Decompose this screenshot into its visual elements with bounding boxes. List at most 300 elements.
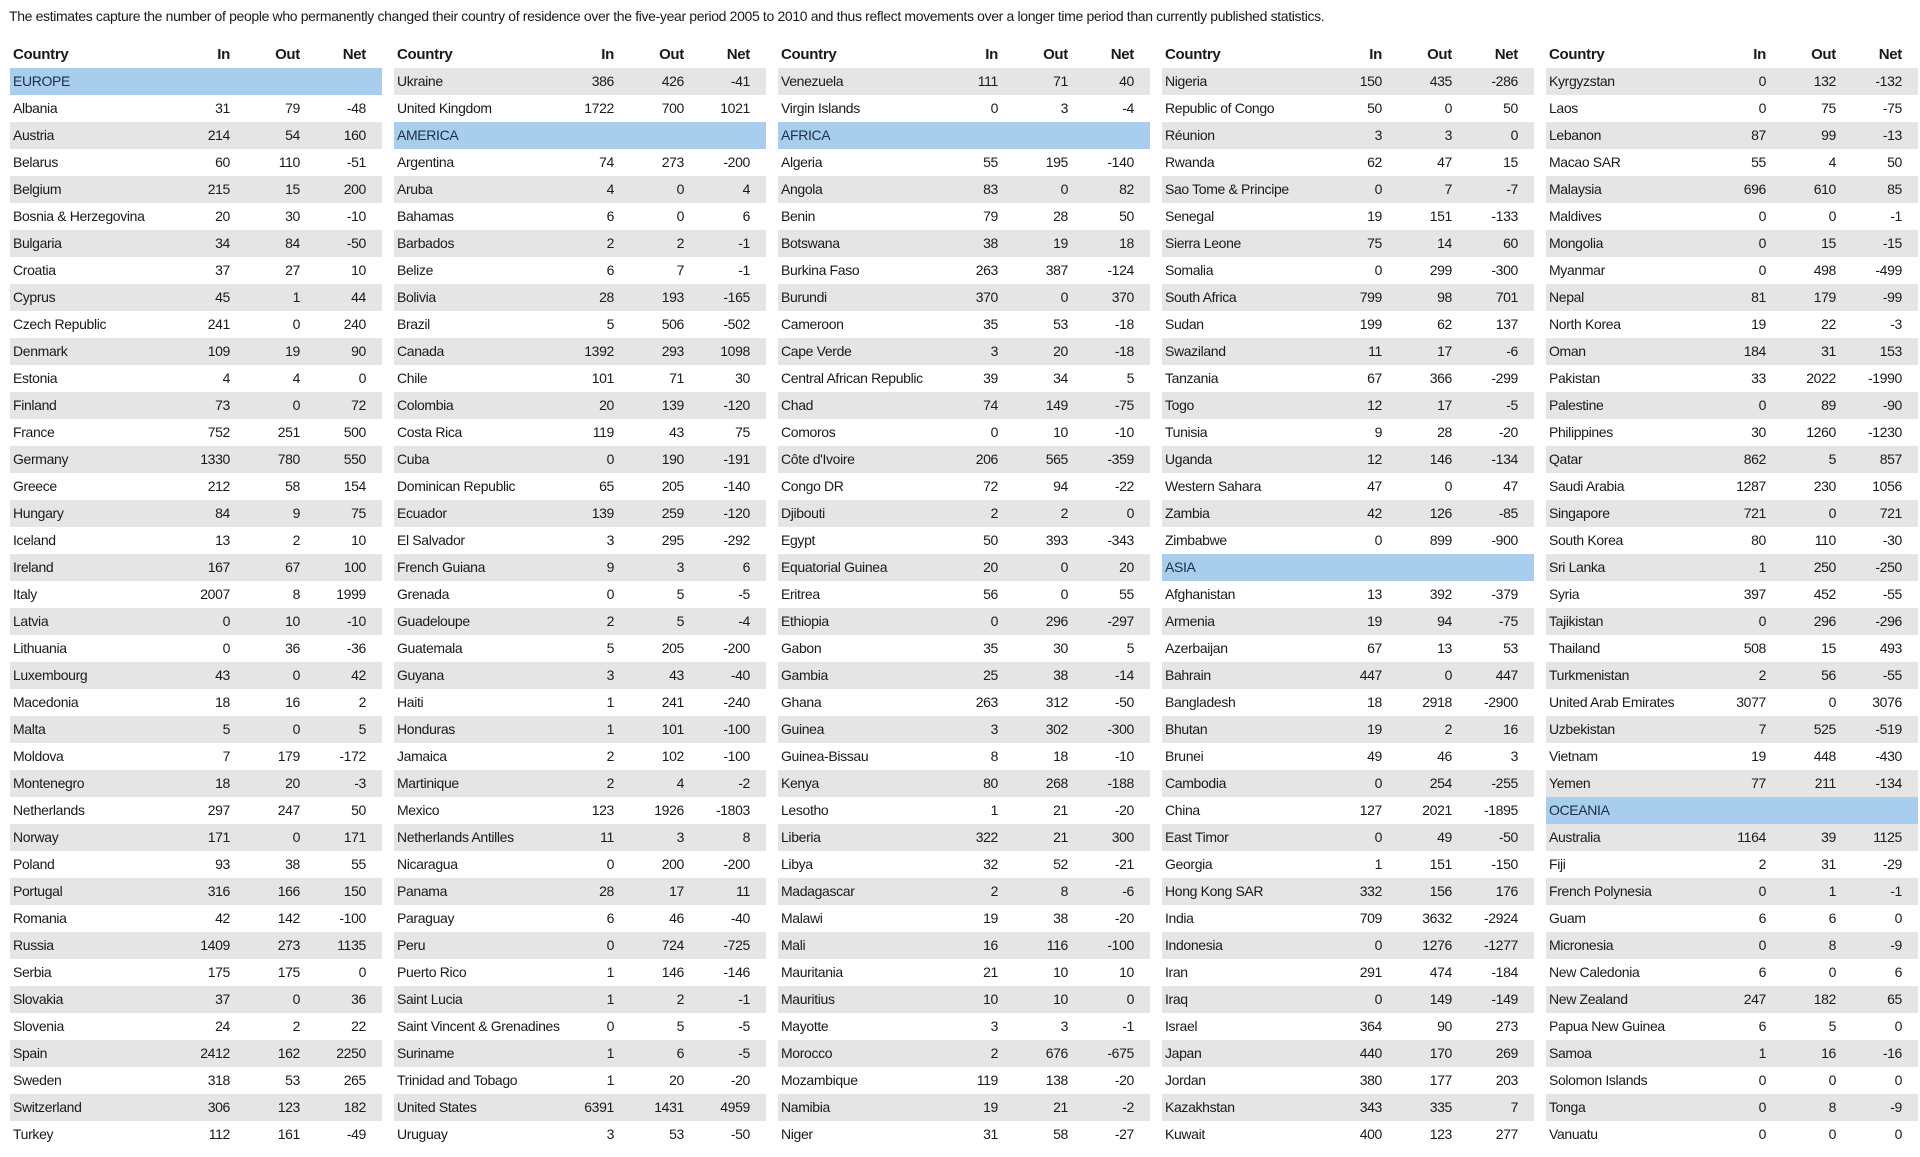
country-cell: Venezuela: [781, 73, 844, 89]
in-cell: 55: [983, 154, 998, 170]
table-row: [10, 986, 382, 1013]
country-cell: Indonesia: [1165, 937, 1223, 953]
in-cell: 1: [606, 964, 614, 980]
in-cell: 1: [990, 802, 998, 818]
out-cell: 20: [285, 775, 300, 791]
country-cell: China: [1165, 802, 1200, 818]
out-cell: 241: [661, 694, 684, 710]
net-cell: 75: [351, 505, 366, 521]
net-cell: -150: [1491, 856, 1518, 872]
in-cell: 400: [1359, 1126, 1382, 1142]
country-cell: Comoros: [781, 424, 836, 440]
table-row: [10, 905, 382, 932]
table-row: [778, 500, 1150, 527]
in-cell: 2412: [200, 1045, 230, 1061]
country-cell: Kyrgyzstan: [1549, 73, 1615, 89]
table-row: [1546, 1013, 1918, 1040]
in-cell: 1: [1758, 559, 1766, 575]
out-cell: 52: [1053, 856, 1068, 872]
in-cell: 43: [215, 667, 230, 683]
in-cell: 50: [983, 532, 998, 548]
in-cell: 11: [600, 829, 614, 845]
out-cell: 142: [277, 910, 300, 926]
table-row: [394, 1094, 766, 1121]
out-cell: 17: [669, 883, 684, 899]
table-row: [394, 689, 766, 716]
region-label: AMERICA: [397, 127, 459, 143]
out-cell: 13: [1437, 640, 1452, 656]
out-cell: 116: [1046, 937, 1068, 953]
net-cell: -27: [1114, 1126, 1134, 1142]
in-cell: 297: [207, 802, 230, 818]
net-cell: 85: [1887, 181, 1902, 197]
table-row: [1162, 284, 1534, 311]
in-cell: 0: [1758, 100, 1766, 116]
table-row: [394, 770, 766, 797]
table-row: [1162, 446, 1534, 473]
table-row: [1546, 1040, 1918, 1067]
net-cell: 82: [1119, 181, 1134, 197]
table-row: [778, 149, 1150, 176]
country-cell: Slovenia: [13, 1018, 64, 1034]
net-cell: 200: [343, 181, 366, 197]
in-cell: 0: [1758, 613, 1766, 629]
table-row: [1162, 527, 1534, 554]
out-cell: 75: [1821, 100, 1836, 116]
table-row: [394, 446, 766, 473]
net-cell: 550: [343, 451, 366, 467]
net-cell: 150: [343, 883, 366, 899]
net-cell: 10: [351, 262, 366, 278]
country-cell: East Timor: [1165, 829, 1229, 845]
out-cell: 110: [1814, 532, 1836, 548]
net-cell: 137: [1495, 316, 1518, 332]
table-row: [778, 365, 1150, 392]
out-cell: 175: [277, 964, 300, 980]
in-cell: 752: [207, 424, 230, 440]
net-cell: -50: [1114, 694, 1134, 710]
table-row: [778, 473, 1150, 500]
country-cell: Lithuania: [13, 640, 67, 656]
table-row: [1162, 230, 1534, 257]
country-cell: Central African Republic: [781, 370, 923, 386]
net-cell: -379: [1491, 586, 1518, 602]
in-cell: 7: [1758, 721, 1766, 737]
table-row: [394, 797, 766, 824]
table-row: [10, 878, 382, 905]
table-row: [10, 1094, 382, 1121]
out-cell: 293: [661, 343, 684, 359]
table-row: [1546, 473, 1918, 500]
table-row: [394, 95, 766, 122]
out-cell: 28: [1053, 208, 1068, 224]
country-cell: Eritrea: [781, 586, 820, 602]
table-row: [778, 446, 1150, 473]
table-column: [10, 41, 382, 1148]
table-row: [394, 986, 766, 1013]
net-cell: -675: [1107, 1045, 1134, 1061]
table-row: [10, 554, 382, 581]
out-cell: 498: [1813, 262, 1836, 278]
country-cell: Luxembourg: [13, 667, 88, 683]
net-cell: -40: [730, 667, 750, 683]
table-row: [1546, 203, 1918, 230]
in-cell: 343: [1359, 1099, 1382, 1115]
table-row: [1546, 500, 1918, 527]
out-cell: 565: [1045, 451, 1068, 467]
country-cell: Qatar: [1549, 451, 1583, 467]
in-cell: 6: [606, 262, 614, 278]
net-cell: -40: [730, 910, 750, 926]
net-cell: -502: [723, 316, 750, 332]
net-cell: -191: [723, 451, 750, 467]
net-cell: 8: [742, 829, 750, 845]
table-row: [1162, 257, 1534, 284]
out-cell: 0: [1060, 181, 1068, 197]
net-cell: -75: [1114, 397, 1134, 413]
country-cell: Guam: [1549, 910, 1586, 926]
net-cell: -1: [738, 991, 750, 1007]
net-cell: -55: [1882, 667, 1902, 683]
out-cell: 21: [1053, 1099, 1068, 1115]
net-cell: 2250: [336, 1045, 366, 1061]
country-cell: Malawi: [781, 910, 823, 926]
net-cell: -100: [723, 748, 750, 764]
out-cell: 302: [1045, 721, 1068, 737]
in-cell: 0: [990, 424, 998, 440]
net-cell: 0: [1126, 505, 1134, 521]
in-cell: 6: [1758, 1018, 1766, 1034]
table-row: [394, 608, 766, 635]
net-cell: -36: [346, 640, 366, 656]
net-cell: 154: [343, 478, 366, 494]
net-cell: -75: [1498, 613, 1518, 629]
net-cell: -124: [1107, 262, 1134, 278]
country-cell: Dominican Republic: [397, 478, 516, 494]
in-cell: 0: [1758, 235, 1766, 251]
country-cell: Palestine: [1549, 397, 1604, 413]
table-row: [1546, 770, 1918, 797]
out-cell: 58: [1053, 1126, 1068, 1142]
out-cell: 46: [1437, 748, 1452, 764]
in-cell: 20: [599, 397, 614, 413]
in-cell: 42: [215, 910, 230, 926]
in-cell: 1392: [584, 343, 614, 359]
out-cell: 474: [1429, 964, 1452, 980]
in-cell: 12: [1367, 451, 1382, 467]
in-cell: 3: [606, 667, 614, 683]
net-cell: -10: [1114, 424, 1134, 440]
net-cell: 5: [1126, 640, 1134, 656]
out-cell: 62: [1437, 316, 1452, 332]
table-row: [394, 311, 766, 338]
net-cell: -1: [1890, 208, 1902, 224]
net-cell: -55: [1882, 586, 1902, 602]
table-row: [778, 311, 1150, 338]
table-row: [1162, 95, 1534, 122]
country-cell: Chad: [781, 397, 814, 413]
out-cell: 0: [292, 316, 300, 332]
net-cell: -30: [1882, 532, 1902, 548]
table-row: [778, 824, 1150, 851]
net-cell: -133: [1491, 208, 1518, 224]
in-cell: 139: [591, 505, 614, 521]
in-cell: 508: [1743, 640, 1766, 656]
net-cell: -200: [723, 856, 750, 872]
in-cell: 56: [983, 586, 998, 602]
country-cell: Martinique: [397, 775, 459, 791]
table-row: [1546, 446, 1918, 473]
net-cell: 11: [736, 883, 750, 899]
table-row: [1546, 932, 1918, 959]
country-cell: Mexico: [397, 802, 440, 818]
in-cell: 9: [606, 559, 614, 575]
in-cell: 6: [1758, 910, 1766, 926]
in-cell: 109: [207, 343, 230, 359]
in-cell: 370: [975, 289, 998, 305]
table-row: [1162, 149, 1534, 176]
net-cell: -200: [723, 154, 750, 170]
country-cell: Serbia: [13, 964, 52, 980]
table-row: [1546, 527, 1918, 554]
net-cell: 370: [1111, 289, 1134, 305]
table-row: [394, 176, 766, 203]
in-cell: 73: [215, 397, 230, 413]
in-cell: 3: [1374, 127, 1382, 143]
table-row: [1162, 392, 1534, 419]
out-cell: 296: [1045, 613, 1068, 629]
net-cell: 5: [358, 721, 366, 737]
in-cell: 6: [1758, 964, 1766, 980]
net-cell: -120: [723, 505, 750, 521]
in-cell: 33: [1751, 370, 1766, 386]
net-cell: 176: [1495, 883, 1518, 899]
table-row: [10, 1121, 382, 1148]
table-row: [394, 257, 766, 284]
out-cell: 10: [285, 613, 300, 629]
out-cell: 4: [676, 775, 684, 791]
country-cell: Tajikistan: [1549, 613, 1604, 629]
out-cell: 126: [1429, 505, 1452, 521]
out-cell: 4: [1828, 154, 1836, 170]
net-cell: -1: [738, 235, 750, 251]
table-row: [10, 743, 382, 770]
in-cell: 263: [975, 694, 998, 710]
net-cell: 171: [343, 829, 366, 845]
net-cell: 1999: [336, 586, 366, 602]
net-cell: -132: [1875, 73, 1902, 89]
in-cell: 318: [207, 1072, 230, 1088]
country-cell: Guinea-Bissau: [781, 748, 869, 764]
out-cell: 296: [1813, 613, 1836, 629]
net-cell: -5: [738, 1045, 750, 1061]
header-out: Out: [1043, 46, 1068, 63]
in-cell: 0: [1758, 262, 1766, 278]
net-cell: 20: [1119, 559, 1134, 575]
country-cell: Nicaragua: [397, 856, 458, 872]
country-cell: Finland: [13, 397, 57, 413]
table-row: [10, 338, 382, 365]
out-cell: 295: [661, 532, 684, 548]
table-row: [778, 797, 1150, 824]
in-cell: 1: [606, 721, 614, 737]
net-cell: 4: [742, 181, 750, 197]
country-cell: Vanuatu: [1549, 1126, 1598, 1142]
country-cell: Benin: [781, 208, 816, 224]
in-cell: 0: [1374, 991, 1382, 1007]
table-row: [1162, 959, 1534, 986]
country-cell: Sudan: [1165, 316, 1204, 332]
table-row: [1546, 311, 1918, 338]
net-cell: -1895: [1483, 802, 1518, 818]
table-row: [1546, 284, 1918, 311]
in-cell: 101: [591, 370, 614, 386]
net-cell: -100: [1107, 937, 1134, 953]
country-cell: Guinea: [781, 721, 825, 737]
country-cell: Georgia: [1165, 856, 1213, 872]
country-cell: French Polynesia: [1549, 883, 1652, 899]
table-row: [10, 635, 382, 662]
in-cell: 80: [1751, 532, 1766, 548]
country-cell: Mali: [781, 937, 806, 953]
out-cell: 247: [277, 802, 300, 818]
country-cell: Chile: [397, 370, 428, 386]
in-cell: 11: [1368, 343, 1382, 359]
net-cell: 22: [351, 1018, 366, 1034]
header-country: Country: [1549, 46, 1605, 63]
net-cell: -297: [1107, 613, 1134, 629]
in-cell: 397: [1743, 586, 1766, 602]
out-cell: 899: [1429, 532, 1452, 548]
in-cell: 19: [983, 910, 998, 926]
in-cell: 79: [983, 208, 998, 224]
out-cell: 2918: [1422, 694, 1452, 710]
net-cell: -20: [1498, 424, 1518, 440]
out-cell: 1: [1828, 883, 1836, 899]
net-cell: 65: [1887, 991, 1902, 1007]
table-row: [10, 770, 382, 797]
table-row: [10, 392, 382, 419]
net-cell: 160: [343, 127, 366, 143]
table-row: [10, 527, 382, 554]
table-row: [10, 500, 382, 527]
country-cell: Mauritania: [781, 964, 843, 980]
country-cell: Oman: [1549, 343, 1586, 359]
net-cell: -5: [1506, 397, 1518, 413]
out-cell: 724: [661, 937, 684, 953]
in-cell: 1409: [200, 937, 230, 953]
table-row: [10, 473, 382, 500]
table-row: [778, 68, 1150, 95]
in-cell: 0: [1758, 937, 1766, 953]
country-cell: Netherlands: [13, 802, 85, 818]
net-cell: 1125: [1873, 829, 1902, 845]
table-row: [394, 878, 766, 905]
in-cell: 6: [606, 208, 614, 224]
in-cell: 18: [215, 775, 230, 791]
in-cell: 0: [606, 451, 614, 467]
in-cell: 364: [1359, 1018, 1382, 1034]
country-cell: Burkina Faso: [781, 262, 860, 278]
in-cell: 31: [215, 100, 230, 116]
out-cell: 0: [1828, 964, 1836, 980]
table-row: [394, 527, 766, 554]
table-row: [394, 932, 766, 959]
country-cell: Mayotte: [781, 1018, 829, 1034]
country-cell: South Africa: [1165, 289, 1237, 305]
net-cell: -16: [1882, 1045, 1902, 1061]
table-row: [778, 743, 1150, 770]
net-cell: -20: [1114, 1072, 1134, 1088]
net-cell: -300: [1107, 721, 1134, 737]
country-cell: Belarus: [13, 154, 59, 170]
country-cell: Equatorial Guinea: [781, 559, 888, 575]
net-cell: 1135: [337, 937, 366, 953]
table-row: [10, 662, 382, 689]
out-cell: 230: [1813, 478, 1836, 494]
header-in: In: [1753, 46, 1766, 63]
net-cell: -4: [738, 613, 750, 629]
out-cell: 3: [676, 559, 684, 575]
table-row: [1162, 689, 1534, 716]
net-cell: 53: [1503, 640, 1518, 656]
in-cell: 2: [606, 748, 614, 764]
country-cell: Nigeria: [1165, 73, 1207, 89]
net-cell: -146: [723, 964, 750, 980]
net-cell: 10: [1119, 964, 1134, 980]
out-cell: 15: [285, 181, 300, 197]
in-cell: 0: [222, 613, 230, 629]
net-cell: -172: [339, 748, 366, 764]
country-cell: India: [1165, 910, 1194, 926]
table-header-row: [394, 41, 766, 68]
in-cell: 28: [599, 883, 614, 899]
out-cell: 3: [1060, 100, 1068, 116]
table-row: [10, 311, 382, 338]
out-cell: 0: [1060, 586, 1068, 602]
country-cell: Turkey: [13, 1126, 54, 1142]
out-cell: 132: [1813, 73, 1836, 89]
table-row: [394, 203, 766, 230]
country-cell: Slovakia: [13, 991, 64, 1007]
net-cell: 18: [1119, 235, 1134, 251]
country-cell: Virgin Islands: [781, 100, 860, 116]
country-cell: Spain: [13, 1045, 48, 1061]
country-cell: Paraguay: [397, 910, 455, 926]
net-cell: 0: [1894, 1072, 1902, 1088]
country-cell: Hong Kong SAR: [1165, 883, 1264, 899]
out-cell: 0: [1828, 208, 1836, 224]
out-cell: 195: [1045, 154, 1068, 170]
region-header: [10, 68, 382, 95]
net-cell: 265: [343, 1072, 366, 1088]
table-row: [1162, 662, 1534, 689]
out-cell: 2: [1060, 505, 1068, 521]
in-cell: 199: [1359, 316, 1382, 332]
in-cell: 49: [1367, 748, 1382, 764]
table-row: [1546, 365, 1918, 392]
table-header-row: [10, 41, 382, 68]
in-cell: 47: [1367, 478, 1382, 494]
table-row: [778, 284, 1150, 311]
country-cell: Lebanon: [1549, 127, 1602, 143]
table-column: [1162, 41, 1534, 1148]
out-cell: 31: [1821, 856, 1836, 872]
out-cell: 14: [1437, 235, 1452, 251]
out-cell: 38: [285, 856, 300, 872]
in-cell: 3: [990, 721, 998, 737]
country-cell: Uzbekistan: [1549, 721, 1615, 737]
